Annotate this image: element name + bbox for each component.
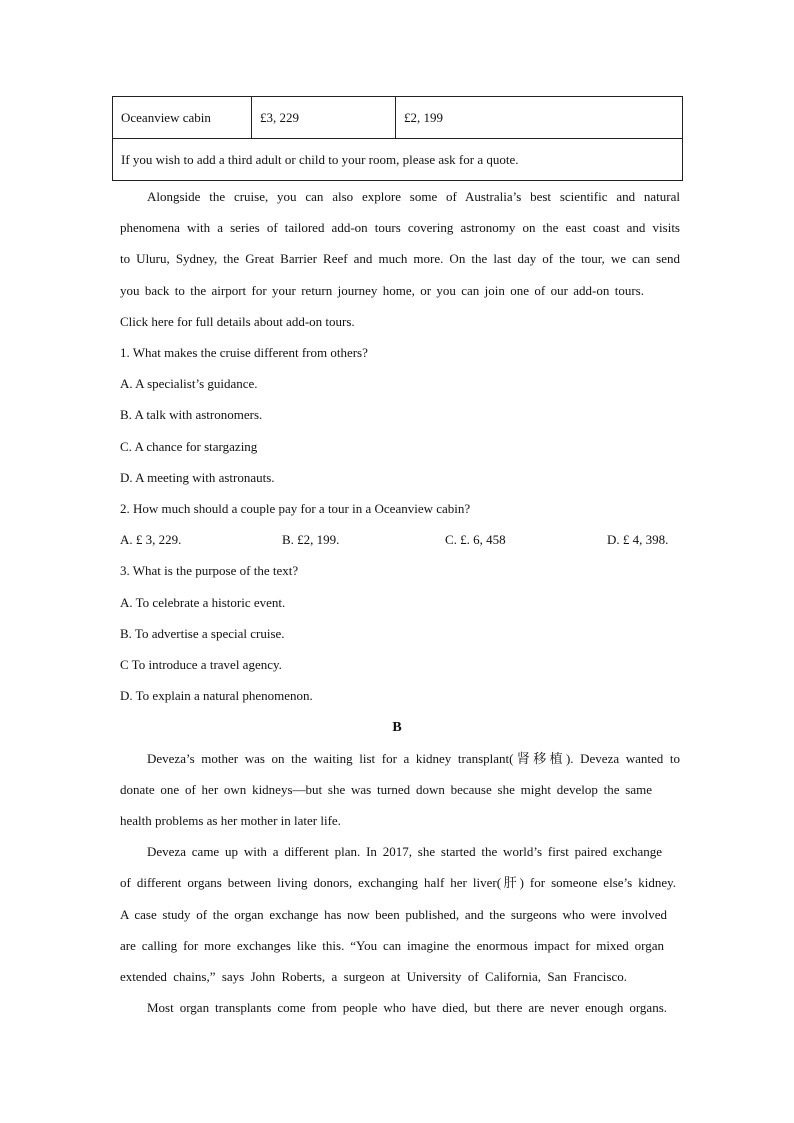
option-item: B. A talk with astronomers. xyxy=(120,407,263,422)
option-item: B. £2, 199. xyxy=(282,532,340,547)
option-item: A. A specialist’s guidance. xyxy=(120,376,258,391)
option-item: A. To celebrate a historic event. xyxy=(120,595,286,610)
paragraph-line: are calling for more exchanges like this. “You can imagine the enormous impact for mixed organ xyxy=(120,938,664,953)
paragraph-line: Most organ transplants come from people who have died, but there are never enough organs. xyxy=(147,1000,667,1015)
paragraph-line: phenomena with a series of tailored add-on tours covering astronomy on the east coast and visits xyxy=(120,220,680,235)
paragraph-line: to Uluru, Sydney, the Great Barrier Reef and much more. On the last day of the tour, we can send xyxy=(120,251,680,266)
paragraph-line: Deveza came up with a different plan. In 2017, she started the world’s first paired exchange xyxy=(147,844,662,859)
option-item: B. To advertise a special cruise. xyxy=(120,626,285,641)
option-item: C. £. 6, 458 xyxy=(445,532,506,547)
price-cell: £2, 199 xyxy=(396,97,683,139)
paragraph-line: extended chains,” says John Roberts, a surgeon at University of California, San Francisco. xyxy=(120,969,627,984)
paragraph-line: A case study of the organ exchange has now been published, and the surgeons who were involved xyxy=(120,907,667,922)
price-cell: £3, 229 xyxy=(252,97,396,139)
question-2: 2. How much should a couple pay for a tour in a Oceanview cabin? xyxy=(120,501,471,516)
table-row xyxy=(113,97,683,139)
option-item: D. To explain a natural phenomenon. xyxy=(120,688,313,703)
option-item: C To introduce a travel agency. xyxy=(120,657,282,672)
paragraph-line: donate one of her own kidneys—but she was turned down because she might develop the same xyxy=(120,782,652,797)
cabin-price-table xyxy=(112,96,683,181)
paragraph-line: Alongside the cruise, you can also explore some of Australia’s best scientific and natural xyxy=(147,189,680,204)
question-1: 1. What makes the cruise different from others? xyxy=(120,345,368,360)
paragraph-line: Deveza’s mother was on the waiting list for a kidney transplant(肾移植). Deveza wanted to xyxy=(147,751,680,766)
cabin-type-cell: Oceanview cabin xyxy=(113,97,252,139)
table-row xyxy=(113,139,683,181)
paragraph-line: health problems as her mother in later life. xyxy=(120,813,341,828)
option-item: C. A chance for stargazing xyxy=(120,439,258,454)
question-3: 3. What is the purpose of the text? xyxy=(120,563,299,578)
question-2-options xyxy=(120,532,680,548)
section-heading: B xyxy=(392,720,402,735)
paragraph-line: Click here for full details about add-on tours. xyxy=(120,314,355,329)
option-item: A. £ 3, 229. xyxy=(120,532,182,547)
option-item: D. A meeting with astronauts. xyxy=(120,470,275,485)
table-note: If you wish to add a third adult or child to your room, please ask for a quote. xyxy=(113,139,683,181)
paragraph-line: you back to the airport for your return journey home, or you can join one of our add-on tours. xyxy=(120,283,644,298)
paragraph-line: of different organs between living donors, exchanging half her liver(肝) for someone else’s kidney. xyxy=(120,875,676,890)
option-item: D. £ 4, 398. xyxy=(607,532,669,547)
